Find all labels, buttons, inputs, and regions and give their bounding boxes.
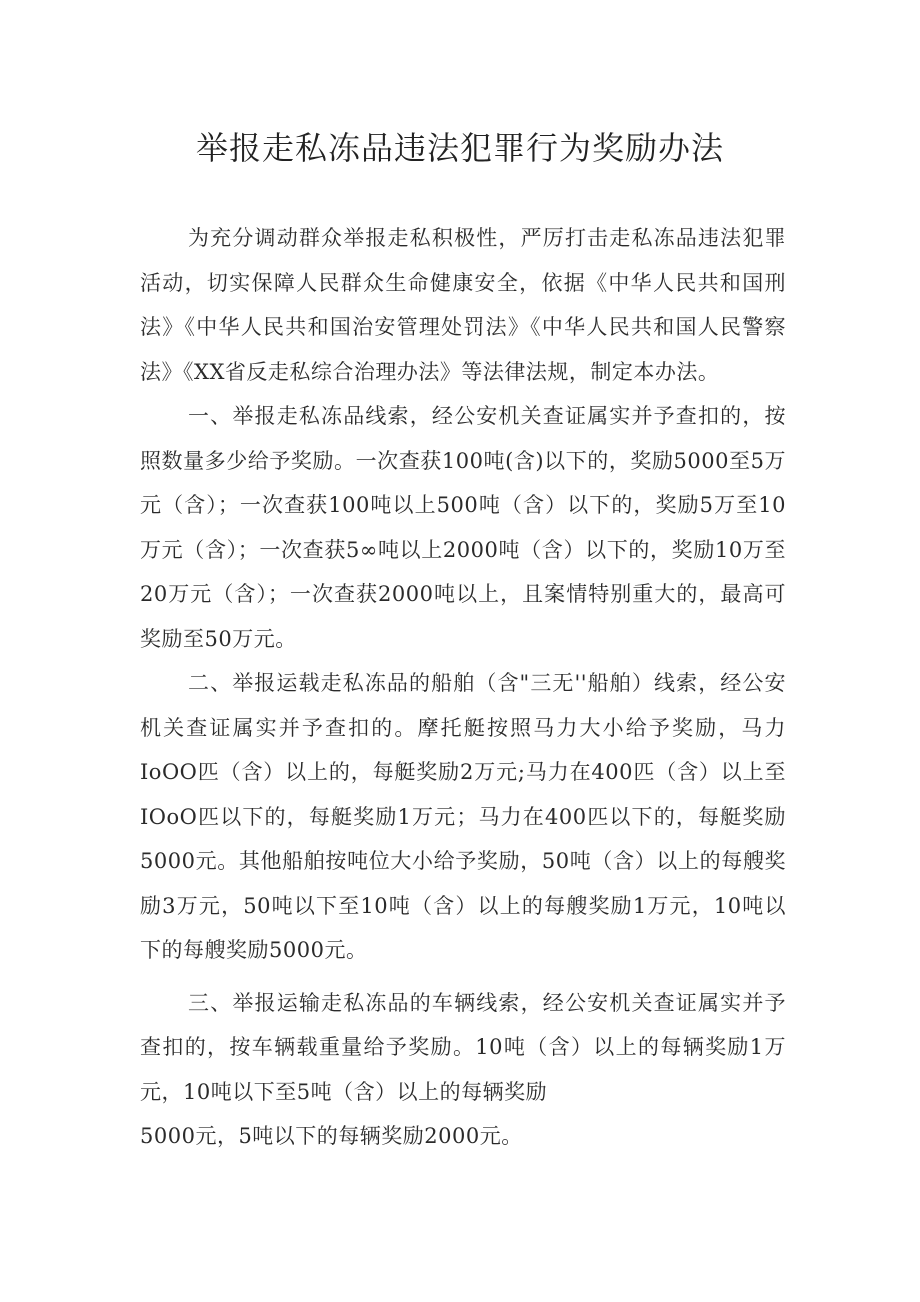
clause-3-tail-line: 5000元，5吨以下的每辆奖励2000元。 — [140, 1124, 523, 1148]
preamble-paragraph: 为充分调动群众举报走私积极性，严厉打击走私冻品违法犯罪活动，切实保障人民群众生命健康安全，依据《中华人民共和国刑法》《中华人民共和国治安管理处罚法》《中华人民共和国人民警察法》《XX省反走私综合治理办法》等法律法规，制定本办法。 — [140, 226, 786, 384]
clause-3-paragraph: 三、举报运输走私冻品的车辆线索，经公安机关查证属实并予查扣的，按车辆载重量给予奖励。10吨（含）以上的每辆奖励1万元，10吨以下至5吨（含）以上的每辆奖励 — [140, 990, 786, 1104]
clause-1-paragraph: 一、举报走私冻品线索，经公安机关查证属实并予查扣的，按照数量多少给予奖励。一次查获100吨(含)以下的，奖励5000至5万元（含）；一次查获100吨以上500吨（含）以下的，奖励5万至10万元（含）；一次查获5∞吨以上2000吨（含）以下的，奖励10万至20万元（含）；一次查获2000吨以上，且案情特别重大的，最高可奖励至50万元。 — [140, 404, 786, 651]
clause-2-paragraph: 二、举报运载走私冻品的船舶（含"三无''船舶）线索，经公安机关查证属实并予查扣的。摩托艇按照马力大小给予奖励，马力IoOO匹（含）以上的，每艇奖励2万元;马力在400匹（含）以上至IOoO匹以下的，每艇奖励1万元；马力在400匹以下的，每艇奖励5000元。其他船舶按吨位大小给予奖励，50吨（含）以上的每艘奖励3万元，50吨以下至10吨（含）以上的每艘奖励1万元，10吨以下的每艘奖励5000元。 — [140, 671, 786, 962]
document-title: 举报走私冻品违法犯罪行为奖励办法 — [195, 129, 724, 167]
document-body — [140, 216, 786, 1159]
